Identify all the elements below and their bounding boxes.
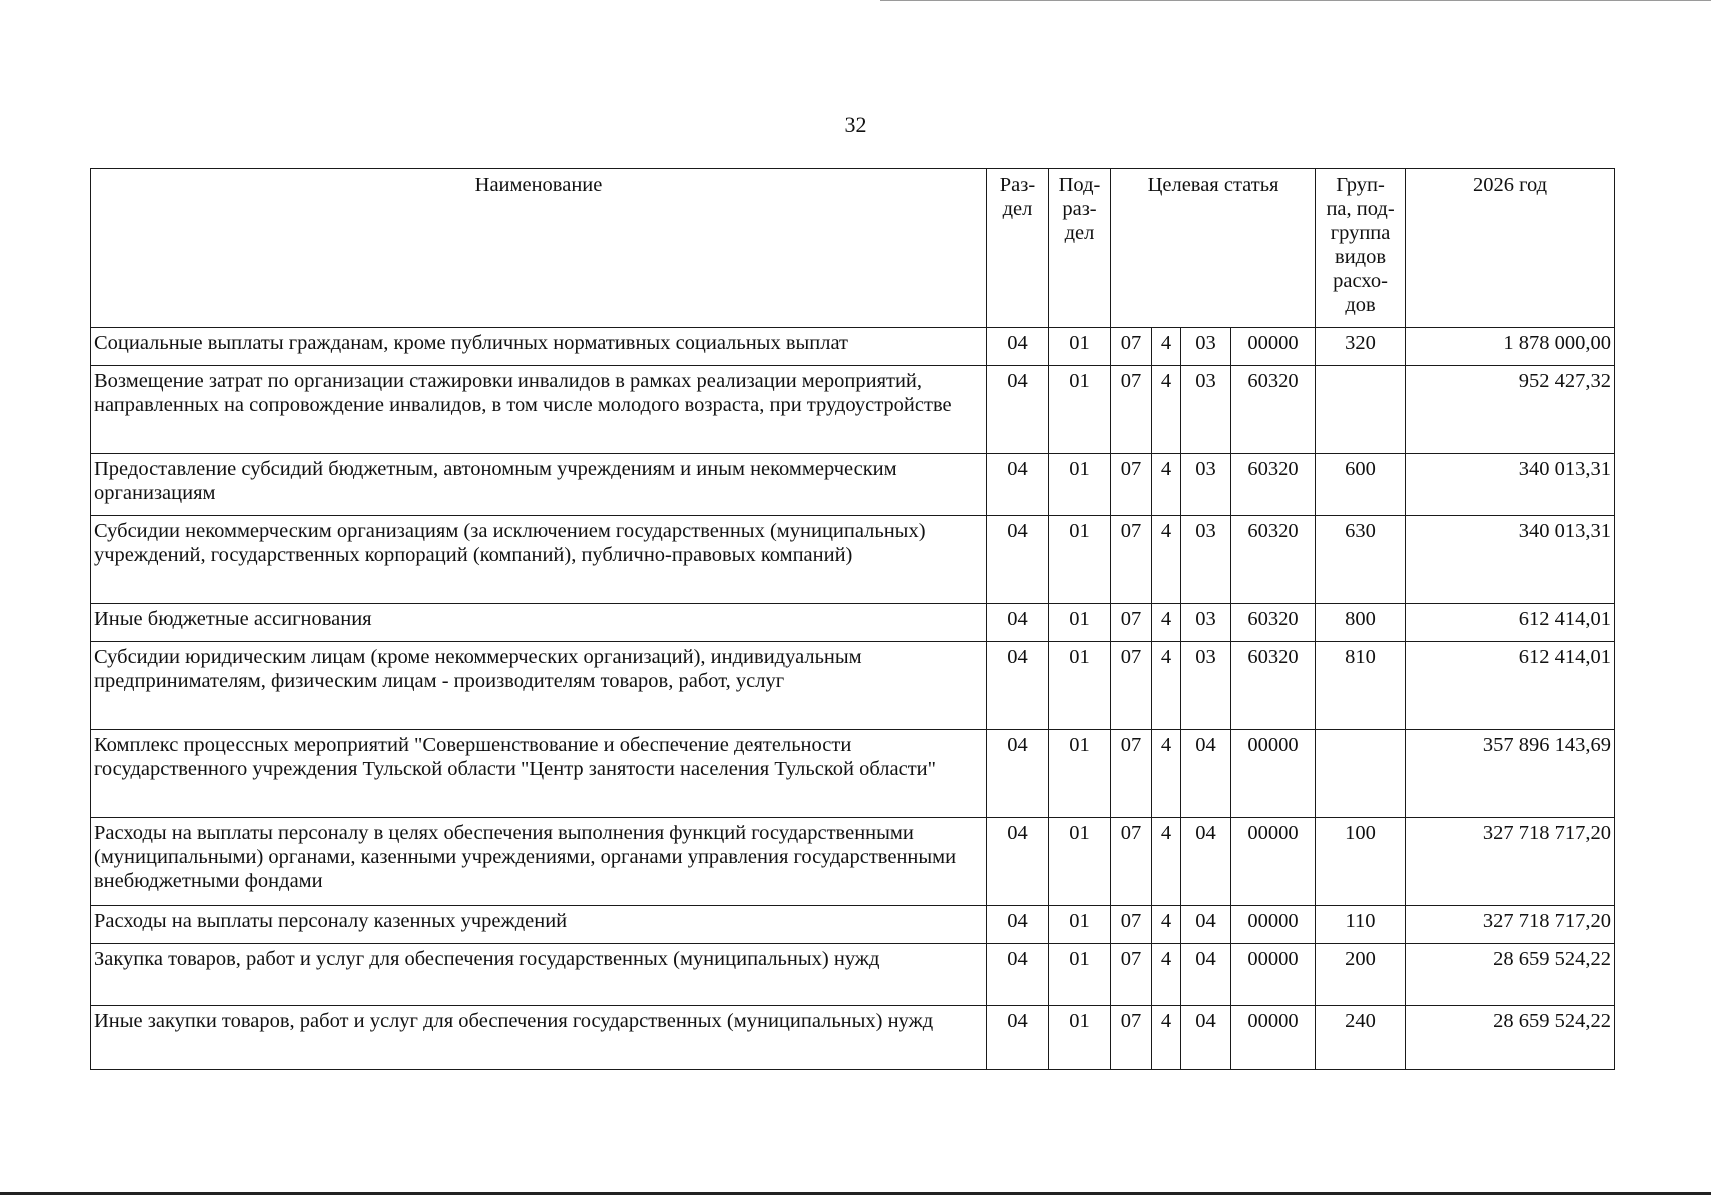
cell-subsection: 01: [1049, 366, 1111, 454]
cell-name: Комплекс процессных мероприятий "Совершенствование и обеспечение деятельности государственного учреждения Тульской области "Центр занятости населения Тульской области": [91, 730, 987, 818]
cell-target-type: 4: [1152, 818, 1181, 906]
cell-amount: 28 659 524,22: [1406, 944, 1615, 1006]
cell-target-program: 07: [1111, 906, 1152, 944]
cell-target-direction: 60320: [1231, 454, 1316, 516]
cell-subsection: 01: [1049, 642, 1111, 730]
cell-amount: 327 718 717,20: [1406, 906, 1615, 944]
table-row: [91, 516, 1615, 604]
table-row: [91, 454, 1615, 516]
cell-target-type: 4: [1152, 1006, 1181, 1070]
cell-expense-group: 110: [1316, 906, 1406, 944]
cell-target-direction: 60320: [1231, 516, 1316, 604]
cell-expense-group: 600: [1316, 454, 1406, 516]
header-section: Раз- дел: [987, 169, 1049, 328]
cell-expense-group: 240: [1316, 1006, 1406, 1070]
cell-section: 04: [987, 1006, 1049, 1070]
cell-section: 04: [987, 366, 1049, 454]
cell-subsection: 01: [1049, 730, 1111, 818]
table-row: [91, 642, 1615, 730]
cell-amount: 952 427,32: [1406, 366, 1615, 454]
cell-target-structure: 04: [1181, 906, 1231, 944]
top-edge-line: [880, 0, 1711, 1]
cell-target-structure: 04: [1181, 944, 1231, 1006]
cell-target-direction: 00000: [1231, 730, 1316, 818]
cell-section: 04: [987, 944, 1049, 1006]
cell-subsection: 01: [1049, 906, 1111, 944]
cell-target-direction: 00000: [1231, 1006, 1316, 1070]
table-row: [91, 730, 1615, 818]
cell-target-program: 07: [1111, 604, 1152, 642]
cell-expense-group: 100: [1316, 818, 1406, 906]
cell-section: 04: [987, 604, 1049, 642]
cell-section: 04: [987, 454, 1049, 516]
bottom-edge-line: [0, 1192, 1711, 1195]
cell-target-structure: 04: [1181, 818, 1231, 906]
cell-target-type: 4: [1152, 516, 1181, 604]
cell-section: 04: [987, 730, 1049, 818]
cell-name: Иные закупки товаров, работ и услуг для обеспечения государственных (муниципальных) нужд: [91, 1006, 987, 1070]
page-number: 32: [844, 112, 867, 137]
cell-name: Возмещение затрат по организации стажировки инвалидов в рамках реализации мероприятий, направленных на сопровождение инвалидов, в том числе молодого возраста, при трудоустройстве: [91, 366, 987, 454]
cell-target-direction: 60320: [1231, 642, 1316, 730]
header-row: [91, 169, 1615, 328]
cell-target-program: 07: [1111, 328, 1152, 366]
cell-target-direction: 60320: [1231, 366, 1316, 454]
cell-target-structure: 04: [1181, 1006, 1231, 1070]
header-name: Наименование: [91, 169, 987, 328]
cell-target-structure: 03: [1181, 366, 1231, 454]
cell-expense-group: 320: [1316, 328, 1406, 366]
cell-amount: 1 878 000,00: [1406, 328, 1615, 366]
cell-expense-group: 630: [1316, 516, 1406, 604]
table-row: [91, 944, 1615, 1006]
cell-target-program: 07: [1111, 1006, 1152, 1070]
header-expense-group: Груп- па, под- группа видов расхо- дов: [1316, 169, 1406, 328]
header-subsection: Под- раз- дел: [1049, 169, 1111, 328]
cell-target-structure: 03: [1181, 454, 1231, 516]
cell-target-program: 07: [1111, 454, 1152, 516]
cell-expense-group: 810: [1316, 642, 1406, 730]
table-row: [91, 906, 1615, 944]
cell-amount: 357 896 143,69: [1406, 730, 1615, 818]
cell-target-program: 07: [1111, 944, 1152, 1006]
cell-target-structure: 03: [1181, 328, 1231, 366]
cell-expense-group: 800: [1316, 604, 1406, 642]
cell-subsection: 01: [1049, 1006, 1111, 1070]
table-row: [91, 1006, 1615, 1070]
cell-amount: 327 718 717,20: [1406, 818, 1615, 906]
cell-target-program: 07: [1111, 818, 1152, 906]
cell-section: 04: [987, 642, 1049, 730]
cell-section: 04: [987, 516, 1049, 604]
cell-amount: 612 414,01: [1406, 604, 1615, 642]
cell-target-program: 07: [1111, 642, 1152, 730]
cell-target-program: 07: [1111, 730, 1152, 818]
cell-target-structure: 03: [1181, 642, 1231, 730]
cell-amount: 612 414,01: [1406, 642, 1615, 730]
cell-target-direction: 00000: [1231, 328, 1316, 366]
cell-target-type: 4: [1152, 906, 1181, 944]
cell-target-program: 07: [1111, 366, 1152, 454]
cell-target-direction: 00000: [1231, 818, 1316, 906]
cell-subsection: 01: [1049, 516, 1111, 604]
table-header: [91, 169, 1615, 328]
cell-target-program: 07: [1111, 516, 1152, 604]
cell-subsection: 01: [1049, 328, 1111, 366]
table-row: [91, 604, 1615, 642]
cell-name: Субсидии юридическим лицам (кроме некоммерческих организаций), индивидуальным предпринимателям, физическим лицам - производителям товаров, работ, услуг: [91, 642, 987, 730]
cell-target-type: 4: [1152, 604, 1181, 642]
cell-target-structure: 04: [1181, 730, 1231, 818]
cell-target-direction: 00000: [1231, 906, 1316, 944]
table-row: [91, 818, 1615, 906]
cell-target-type: 4: [1152, 328, 1181, 366]
cell-name: Иные бюджетные ассигнования: [91, 604, 987, 642]
cell-name: Социальные выплаты гражданам, кроме публичных нормативных социальных выплат: [91, 328, 987, 366]
cell-target-structure: 03: [1181, 604, 1231, 642]
cell-amount: 340 013,31: [1406, 516, 1615, 604]
cell-target-type: 4: [1152, 454, 1181, 516]
cell-target-type: 4: [1152, 944, 1181, 1006]
cell-name: Предоставление субсидий бюджетным, автономным учреждениям и иным некоммерческим организациям: [91, 454, 987, 516]
cell-subsection: 01: [1049, 818, 1111, 906]
cell-target-type: 4: [1152, 642, 1181, 730]
cell-name: Закупка товаров, работ и услуг для обеспечения государственных (муниципальных) нужд: [91, 944, 987, 1006]
cell-target-direction: 60320: [1231, 604, 1316, 642]
budget-table: [90, 168, 1615, 1070]
cell-expense-group: [1316, 366, 1406, 454]
cell-name: Расходы на выплаты персоналу в целях обеспечения выполнения функций государственными (муниципальными) органами, казенными учреждениями, органами управления государственными внебюджетными фондами: [91, 818, 987, 906]
table-body: [91, 328, 1615, 1070]
cell-amount: 340 013,31: [1406, 454, 1615, 516]
cell-subsection: 01: [1049, 604, 1111, 642]
cell-expense-group: 200: [1316, 944, 1406, 1006]
cell-target-structure: 03: [1181, 516, 1231, 604]
cell-subsection: 01: [1049, 944, 1111, 1006]
header-target-article: Целевая статья: [1111, 169, 1316, 328]
cell-section: 04: [987, 818, 1049, 906]
cell-target-direction: 00000: [1231, 944, 1316, 1006]
cell-expense-group: [1316, 730, 1406, 818]
header-year: 2026 год: [1406, 169, 1615, 328]
cell-name: Субсидии некоммерческим организациям (за исключением государственных (муниципальных) учреждений, государственных корпораций (компаний), публично-правовых компаний): [91, 516, 987, 604]
cell-amount: 28 659 524,22: [1406, 1006, 1615, 1070]
cell-subsection: 01: [1049, 454, 1111, 516]
table-row: [91, 366, 1615, 454]
cell-name: Расходы на выплаты персоналу казенных учреждений: [91, 906, 987, 944]
table-row: [91, 328, 1615, 366]
cell-section: 04: [987, 328, 1049, 366]
cell-target-type: 4: [1152, 366, 1181, 454]
cell-section: 04: [987, 906, 1049, 944]
cell-target-type: 4: [1152, 730, 1181, 818]
